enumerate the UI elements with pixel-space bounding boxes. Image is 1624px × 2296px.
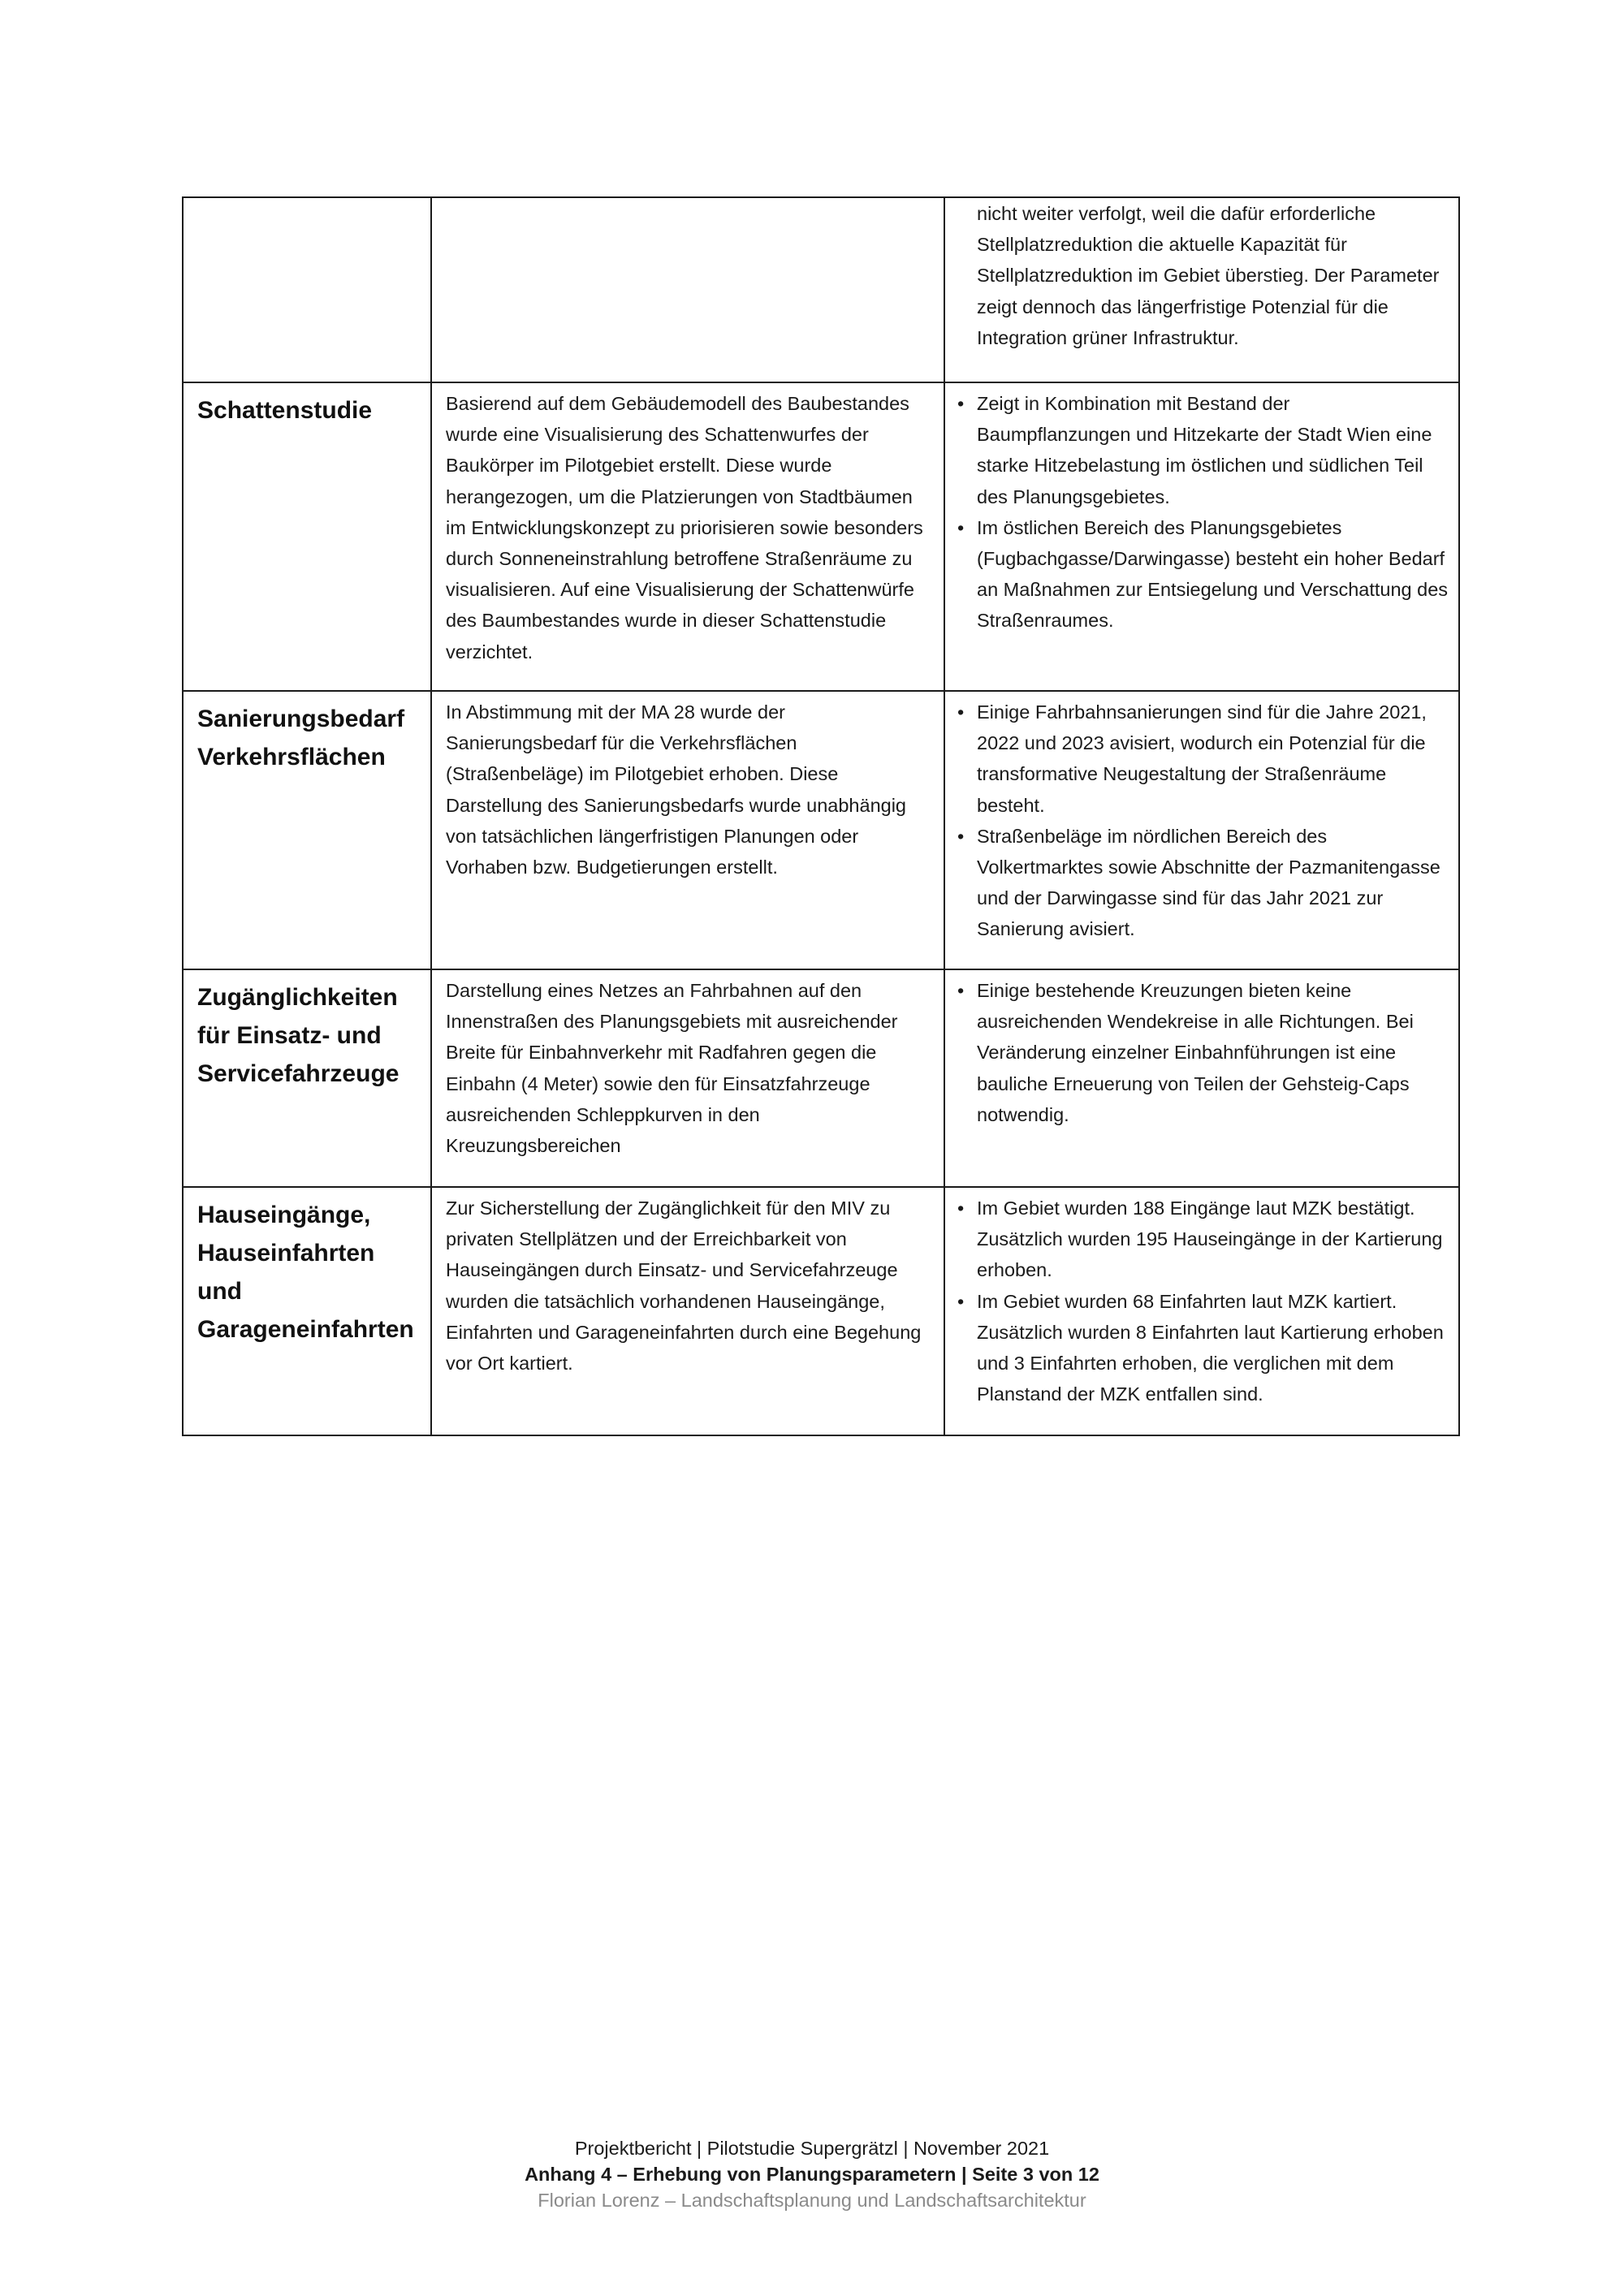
- bullet-icon: •: [957, 701, 965, 723]
- bullet-icon: •: [957, 1198, 965, 1219]
- bullet-icon: •: [957, 1290, 965, 1312]
- parameter-result-cell: [944, 691, 1459, 969]
- result-list: [957, 1193, 1449, 1409]
- table-row: [183, 1187, 1459, 1435]
- list-item: [957, 697, 1449, 821]
- parameter-description: Darstellung eines Netzes an Fahrbahnen auf den Innenstraßen des Planungsgebiets mit ausreichender Breite für Einbahnverkehr mit Radfahren gegen die Einbahn (4 Meter) sowie den für Einsatzfahrzeuge ausreichenden Schleppkurven in den Kreuzungsbereichen: [446, 980, 898, 1157]
- parameter-description: Basierend auf dem Gebäudemodell des Baubestandes wurde eine Visualisierung des Schattenwurfes der Baukörper im Pilotgebiet erstellt. Diese wurde herangezogen, um die Platzierungen von Stadtbäumen im Entwicklungskonzept zu priorisieren sowie besonders durch Sonneneinstrahlung betroffene Straßenräume zu visualisieren. Auf eine Visualisierung der Schattenwürfe des Baumbestandes wurde in dieser Schattenstudie verzichtet.: [446, 393, 923, 662]
- footer-appendix-line: Anhang 4 – Erhebung von Planungsparametern | Seite 3 von 12: [525, 2164, 1099, 2185]
- parameter-description: Zur Sicherstellung der Zugänglichkeit für den MIV zu privaten Stellplätzen und der Erreichbarkeit von Hauseingängen durch Einsatz- und Servicefahrzeuge wurden die tatsächlich vorhandenen Hauseingänge, Einfahrten und Garageneinfahrten durch eine Begehung vor Ort kartiert.: [446, 1198, 922, 1375]
- parameter-description-cell: [431, 1187, 944, 1435]
- list-item: [957, 1286, 1449, 1410]
- parameter-description-cell: [431, 382, 944, 691]
- planning-parameters-table: [182, 196, 1460, 1436]
- parameter-result-cell: [944, 1187, 1459, 1435]
- bullet-icon: •: [957, 393, 965, 414]
- result-item-text: Zeigt in Kombination mit Bestand der Baumpflanzungen und Hitzekarte der Stadt Wien eine starke Hitzebelastung im östlichen und südlichen Teil des Planungsgebietes.: [977, 393, 1432, 507]
- parameter-label-cell: [183, 691, 431, 969]
- parameter-label-cell: [183, 969, 431, 1187]
- table-row: [183, 382, 1459, 691]
- result-item-text: Einige Fahrbahnsanierungen sind für die Jahre 2021, 2022 und 2023 avisiert, wodurch ein Potenzial für die transformative Neugestaltung der Straßenräume besteht.: [977, 701, 1427, 816]
- parameter-label: Sanierungsbedarf Verkehrsflächen: [197, 706, 405, 770]
- parameter-label: [184, 198, 430, 206]
- bullet-icon: •: [957, 980, 965, 1001]
- list-item: [957, 821, 1449, 945]
- page-footer: [0, 2135, 1624, 2213]
- parameter-label-cell: [183, 1187, 431, 1435]
- parameter-result-continuation: nicht weiter verfolgt, weil die dafür erforderliche Stellplatzreduktion die aktuelle Kapazität für Stellplatzreduktion im Gebiet überstieg. Der Parameter zeigt dennoch das längerfristige Potenzial für die Integration grüner Infrastruktur.: [977, 203, 1440, 348]
- list-item: [957, 975, 1449, 1130]
- table-row: [183, 691, 1459, 969]
- result-item-text: Im Gebiet wurden 68 Einfahrten laut MZK kartiert. Zusätzlich wurden 8 Einfahrten laut Kartierung erhoben und 3 Einfahrten erhoben, die verglichen mit dem Planstand der MZK entfallen sind.: [977, 1290, 1444, 1405]
- parameter-result-cell: [944, 382, 1459, 691]
- parameter-label: Schattenstudie: [197, 397, 373, 424]
- result-item-text: Einige bestehende Kreuzungen bieten keine ausreichenden Wendekreise in alle Richtungen. Bei Veränderung einzelner Einbahnführungen ist eine bauliche Erneuerung von Teilen der Gehsteig-Caps notwendig.: [977, 980, 1414, 1125]
- bullet-icon: •: [957, 516, 965, 538]
- parameter-label-cell: [183, 197, 431, 382]
- parameter-label: Zugänglichkeiten für Einsatz- und Servicefahrzeuge: [197, 984, 400, 1087]
- result-item-text: Im Gebiet wurden 188 Eingänge laut MZK bestätigt. Zusätzlich wurden 195 Hauseingänge in der Kartierung erhoben.: [977, 1198, 1443, 1281]
- result-item-text: Straßenbeläge im nördlichen Bereich des Volkertmarktes sowie Abschnitte der Pazmanitengasse und der Darwingasse sind für das Jahr 2021 zur Sanierung avisiert.: [977, 825, 1440, 940]
- parameter-description-cell: [431, 969, 944, 1187]
- result-list: [957, 388, 1449, 637]
- result-list: [957, 697, 1449, 945]
- parameter-result-cell: [944, 969, 1459, 1187]
- parameter-label-cell: [183, 382, 431, 691]
- list-item: [957, 512, 1449, 637]
- bullet-icon: •: [957, 825, 965, 847]
- list-item: [957, 388, 1449, 512]
- list-item: [957, 1193, 1449, 1286]
- result-list: [957, 975, 1449, 1130]
- footer-author-line: Florian Lorenz – Landschaftsplanung und Landschaftsarchitektur: [538, 2190, 1086, 2211]
- table-row: [183, 969, 1459, 1187]
- parameter-result-cell: [944, 197, 1459, 382]
- parameter-description: In Abstimmung mit der MA 28 wurde der Sanierungsbedarf für die Verkehrsflächen (Straßenbeläge) im Pilotgebiet erhoben. Diese Darstellung des Sanierungsbedarfs wurde unabhängig von tatsächlichen längerfristigen Planungen oder Vorhaben bzw. Budgetierungen erstellt.: [446, 701, 906, 878]
- parameter-description: [432, 198, 944, 203]
- parameter-label: Hauseingänge, Hauseinfahrten und Garageneinfahrten: [197, 1202, 414, 1343]
- table-row-continuation: [183, 197, 1459, 382]
- parameter-description-cell: [431, 197, 944, 382]
- parameter-description-cell: [431, 691, 944, 969]
- footer-project-line: Projektbericht | Pilotstudie Supergrätzl | November 2021: [574, 2138, 1050, 2159]
- result-item-text: Im östlichen Bereich des Planungsgebietes (Fugbachgasse/Darwingasse) besteht ein hoher Bedarf an Maßnahmen zur Entsiegelung und Verschattung des Straßenraumes.: [977, 516, 1449, 632]
